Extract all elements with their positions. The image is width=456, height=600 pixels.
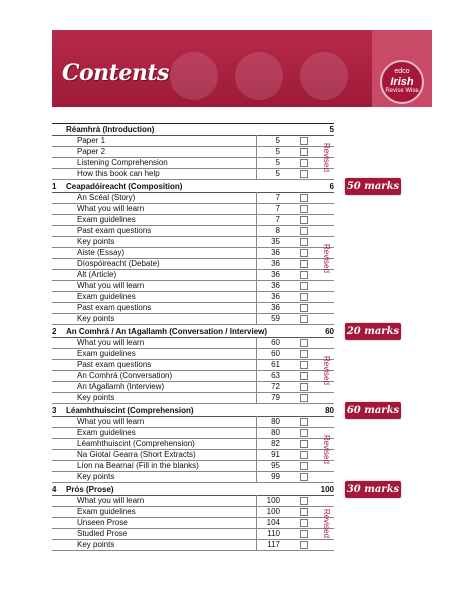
revised-checkbox[interactable] — [300, 194, 308, 202]
revised-checkbox[interactable] — [300, 282, 308, 290]
toc-item-label: An tAgallamh (Interview) — [77, 382, 165, 391]
toc-item-page: 80 — [271, 428, 280, 437]
revised-label: Revised — [322, 143, 331, 172]
column-divider — [256, 348, 257, 359]
column-divider — [256, 225, 257, 236]
decorative-circle — [170, 52, 218, 100]
revise-wise-logo — [380, 60, 424, 104]
column-divider — [256, 438, 257, 449]
toc-item-label: Unseen Prose — [77, 518, 128, 527]
revised-checkbox[interactable] — [300, 260, 308, 268]
toc-item-label: Líon na Bearnaí (Fill in the blanks) — [77, 461, 199, 470]
toc-item-label: Key points — [77, 237, 115, 246]
toc-item-label: Exam guidelines — [77, 428, 136, 437]
toc-item-page: 36 — [271, 303, 280, 312]
revised-checkbox[interactable] — [300, 339, 308, 347]
toc-item-label: Paper 1 — [77, 136, 106, 145]
revised-checkbox[interactable] — [300, 205, 308, 213]
column-divider — [256, 460, 257, 471]
revised-checkbox[interactable] — [300, 383, 308, 391]
decorative-circle — [235, 52, 283, 100]
decorative-circle — [300, 52, 348, 100]
column-divider — [256, 313, 257, 324]
toc-item — [52, 539, 334, 551]
section-number: 4 — [52, 485, 57, 494]
column-divider — [256, 269, 257, 280]
toc-item-page: 110 — [267, 529, 280, 538]
toc-item-page: 35 — [271, 237, 280, 246]
toc-item-label: Alt (Article) — [77, 270, 117, 279]
toc-item-page: 60 — [271, 338, 280, 347]
toc-item-label: Díospóireacht (Debate) — [77, 259, 160, 268]
page-title: Contents — [62, 60, 169, 86]
revised-checkbox[interactable] — [300, 137, 308, 145]
toc-item-page: 36 — [271, 270, 280, 279]
toc-item-label: Key points — [77, 393, 115, 402]
section-title: Ceapadóireacht (Composition) — [66, 182, 183, 191]
logo-top-text: edco — [394, 68, 410, 75]
toc-item-page: 99 — [271, 472, 280, 481]
toc-item-label: Past exam questions — [77, 303, 152, 312]
revised-checkbox[interactable] — [300, 541, 308, 549]
column-divider — [256, 392, 257, 403]
toc-item-page: 60 — [271, 349, 280, 358]
logo-main-text: Irish — [390, 76, 414, 88]
toc-item-label: Na Giotaí Gearra (Short Extracts) — [77, 450, 196, 459]
column-divider — [256, 506, 257, 517]
toc-item-page: 63 — [271, 371, 280, 380]
column-divider — [256, 247, 257, 258]
column-divider — [256, 427, 257, 438]
column-divider — [256, 449, 257, 460]
toc-item-page: 100 — [266, 507, 280, 516]
section-page: 100 — [320, 485, 334, 494]
contents-banner — [52, 30, 432, 107]
toc-item-page: 59 — [271, 314, 280, 323]
toc-item-label: An Scéal (Story) — [77, 193, 136, 202]
revised-checkbox[interactable] — [300, 216, 308, 224]
toc-item-page: 7 — [275, 215, 280, 224]
toc-item-page: 82 — [271, 439, 280, 448]
toc-item-page: 104 — [266, 518, 280, 527]
logo-sub-text: Revise Wise — [385, 88, 419, 94]
column-divider — [256, 157, 257, 168]
toc-item-page: 7 — [275, 193, 280, 202]
toc-item-page: 36 — [271, 248, 280, 257]
toc-item-page: 7 — [275, 204, 280, 213]
column-divider — [256, 381, 257, 392]
column-divider — [256, 370, 257, 381]
section-title: Léamhthuiscint (Comprehension) — [66, 406, 194, 415]
marks-badge: 30 marks — [345, 481, 401, 498]
section-number: 3 — [52, 406, 57, 415]
toc-item-page: 8 — [275, 226, 280, 235]
column-divider — [256, 337, 257, 348]
revised-checkbox[interactable] — [300, 451, 308, 459]
toc-item-label: Key points — [77, 472, 115, 481]
toc-item — [52, 392, 334, 404]
marks-badge: 20 marks — [345, 323, 401, 340]
toc-item-page: 5 — [275, 147, 280, 156]
section-title: Prós (Prose) — [66, 485, 114, 494]
revised-checkbox[interactable] — [300, 293, 308, 301]
revised-checkbox[interactable] — [300, 304, 308, 312]
column-divider — [256, 495, 257, 506]
revised-checkbox[interactable] — [300, 315, 308, 323]
column-divider — [256, 416, 257, 427]
toc-item-label: What you will learn — [77, 496, 145, 505]
toc-item-label: Exam guidelines — [77, 349, 136, 358]
revised-checkbox[interactable] — [300, 227, 308, 235]
revised-label: Revised — [322, 508, 331, 538]
column-divider — [256, 192, 257, 203]
marks-badge: 50 marks — [345, 178, 401, 195]
toc-item-label: Exam guidelines — [77, 507, 136, 516]
toc-item-page: 5 — [275, 158, 280, 167]
revised-label: Revised — [322, 435, 331, 464]
column-divider — [256, 203, 257, 214]
revised-checkbox[interactable] — [300, 440, 308, 448]
revised-checkbox[interactable] — [300, 350, 308, 358]
toc-item-label: Léamhthuiscint (Comprehension) — [77, 439, 195, 448]
column-divider — [256, 302, 257, 313]
toc-item — [52, 471, 334, 483]
column-divider — [256, 539, 257, 550]
section-title: An Comhrá / An tAgallamh (Conversation / Interview) — [66, 327, 268, 336]
toc-item-page: 36 — [271, 292, 280, 301]
marks-badge: 60 marks — [345, 402, 401, 419]
revised-checkbox[interactable] — [300, 159, 308, 167]
section-page: 5 — [329, 125, 334, 134]
revised-checkbox[interactable] — [300, 530, 308, 538]
column-divider — [256, 280, 257, 291]
section-page: 60 — [325, 327, 334, 336]
revised-checkbox[interactable] — [300, 238, 308, 246]
section-number: 2 — [52, 327, 57, 336]
toc-item-label: How this book can help — [77, 169, 160, 178]
revised-checkbox[interactable] — [300, 519, 308, 527]
toc-item-page: 61 — [271, 360, 280, 369]
column-divider — [256, 214, 257, 225]
revised-checkbox[interactable] — [300, 372, 308, 380]
toc-item-label: Aiste (Essay) — [77, 248, 125, 257]
section-number: 1 — [52, 182, 57, 191]
column-divider — [256, 168, 257, 179]
toc-item — [52, 168, 334, 180]
column-divider — [256, 258, 257, 269]
toc-item-page: 117 — [267, 540, 280, 549]
column-divider — [256, 528, 257, 539]
toc-item-label: Past exam questions — [77, 226, 152, 235]
toc-item-page: 95 — [271, 461, 280, 470]
toc-item-page: 79 — [271, 393, 280, 402]
column-divider — [256, 291, 257, 302]
toc-item-label: What you will learn — [77, 204, 145, 213]
revised-checkbox[interactable] — [300, 271, 308, 279]
column-divider — [256, 359, 257, 370]
revised-checkbox[interactable] — [300, 249, 308, 257]
toc-item-page: 80 — [271, 417, 280, 426]
revised-checkbox[interactable] — [300, 497, 308, 505]
revised-checkbox[interactable] — [300, 394, 308, 402]
revised-checkbox[interactable] — [300, 148, 308, 156]
revised-checkbox[interactable] — [300, 429, 308, 437]
revised-checkbox[interactable] — [300, 473, 308, 481]
revised-checkbox[interactable] — [300, 418, 308, 426]
column-divider — [256, 236, 257, 247]
toc-item-label: What you will learn — [77, 417, 145, 426]
section-page: 6 — [329, 182, 334, 191]
column-divider — [256, 146, 257, 157]
toc-item-page: 91 — [271, 450, 280, 459]
toc-item-label: Key points — [77, 314, 115, 323]
toc-item-page: 5 — [275, 169, 280, 178]
toc-item-label: Listening Comprehension — [77, 158, 168, 167]
column-divider — [256, 135, 257, 146]
toc-item-label: Past exam questions — [77, 360, 152, 369]
toc-item-page: 5 — [275, 136, 280, 145]
toc-item-label: An Comhrá (Conversation) — [77, 371, 173, 380]
toc-item-label: Exam guidelines — [77, 292, 136, 301]
toc-item-page: 72 — [271, 382, 280, 391]
toc-item-page: 100 — [266, 496, 280, 505]
revised-label: Revised — [322, 356, 331, 385]
toc-item-label: Exam guidelines — [77, 215, 136, 224]
section-title: Réamhrá (Introduction) — [66, 125, 155, 134]
toc-item-page: 36 — [271, 259, 280, 268]
toc-item-label: What you will learn — [77, 281, 145, 290]
revised-checkbox[interactable] — [300, 361, 308, 369]
toc-item-label: Studied Prose — [77, 529, 128, 538]
revised-checkbox[interactable] — [300, 170, 308, 178]
revised-checkbox[interactable] — [300, 462, 308, 470]
column-divider — [256, 471, 257, 482]
toc-item — [52, 313, 334, 325]
toc-item-label: What you will learn — [77, 338, 145, 347]
toc-item-page: 36 — [271, 281, 280, 290]
revised-label: Revised — [322, 244, 331, 273]
column-divider — [256, 517, 257, 528]
revised-checkbox[interactable] — [300, 508, 308, 516]
section-page: 80 — [325, 406, 334, 415]
toc-item-label: Key points — [77, 540, 115, 549]
toc-item-label: Paper 2 — [77, 147, 106, 156]
